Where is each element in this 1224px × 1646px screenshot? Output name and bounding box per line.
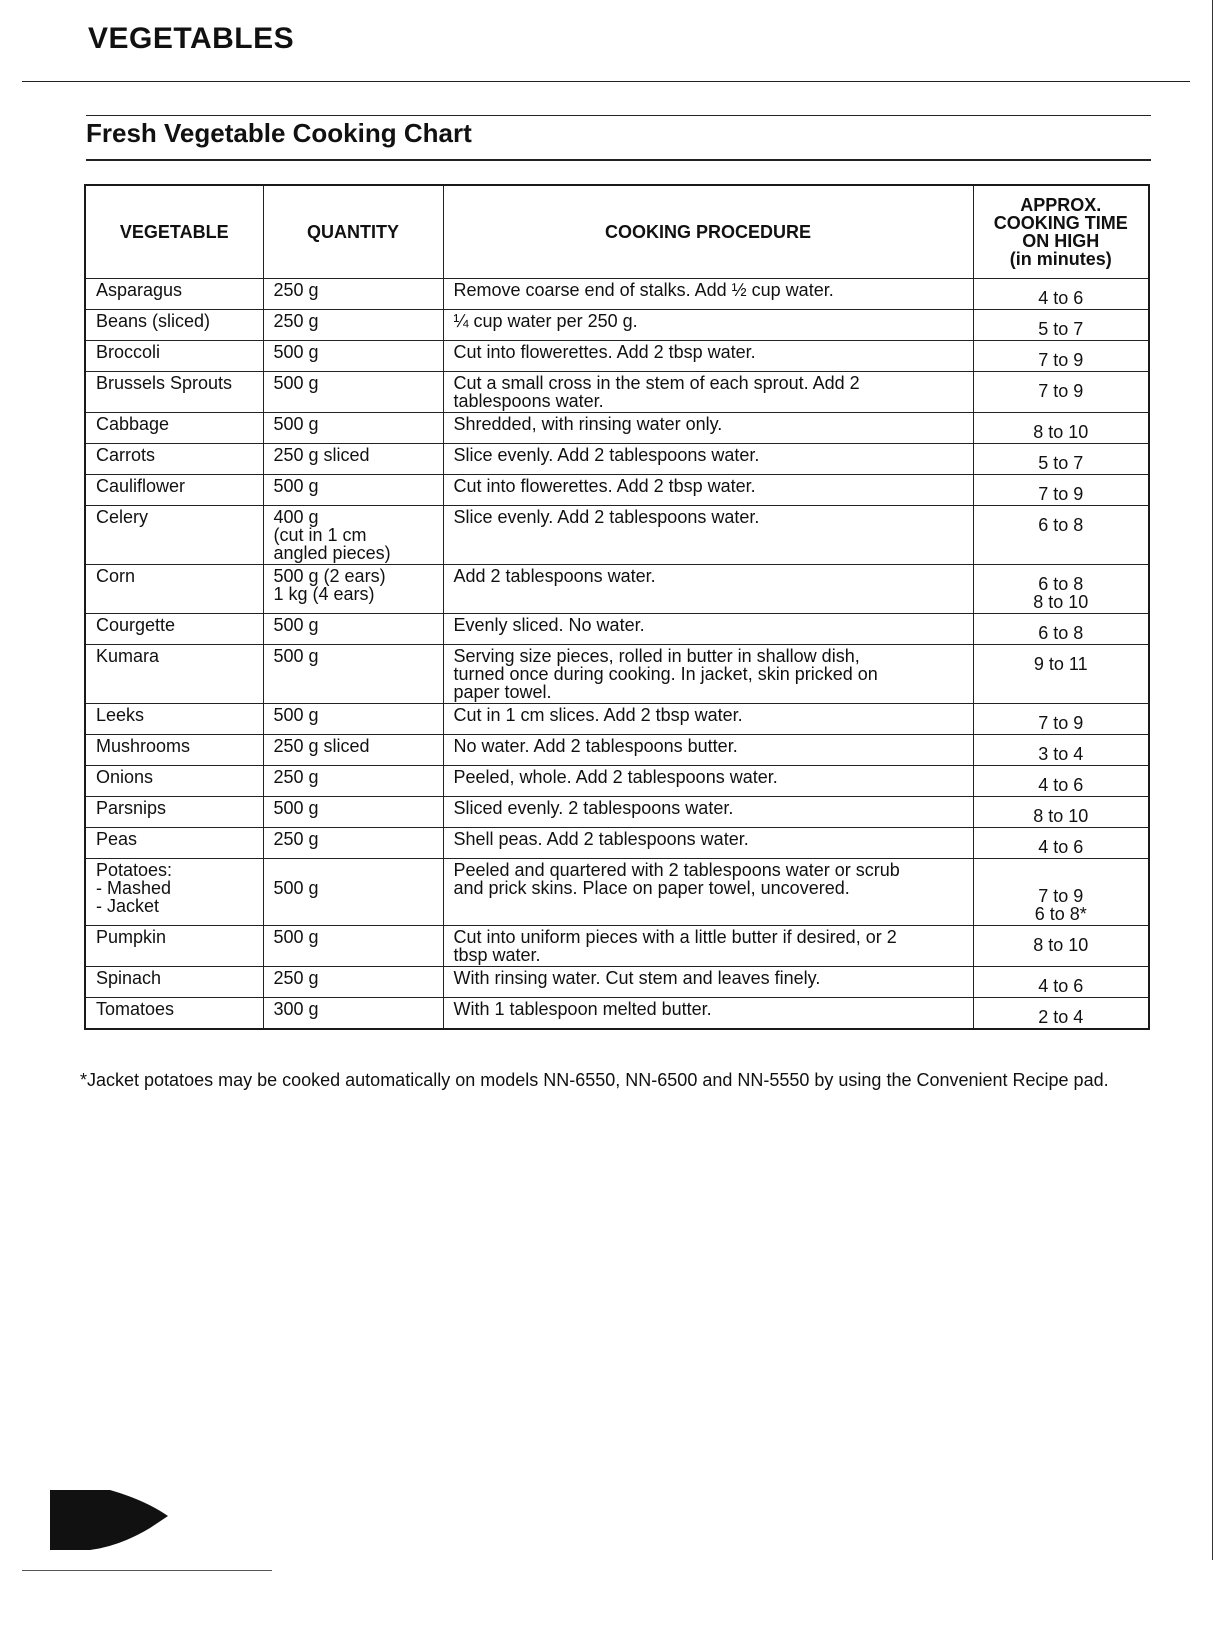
page-tab-arrow-icon xyxy=(50,1488,170,1552)
cell-vegetable: Corn xyxy=(85,565,263,614)
table-row xyxy=(85,310,1149,341)
table-row xyxy=(85,372,1149,413)
cell-quantity: 500 g xyxy=(263,413,443,444)
chart-title: Fresh Vegetable Cooking Chart xyxy=(86,118,472,148)
section-title: VEGETABLES xyxy=(88,22,295,55)
cooking-chart-table xyxy=(84,184,1150,1030)
cell-procedure: Slice evenly. Add 2 tablespoons water. xyxy=(443,506,973,565)
cell-cooking-time: 6 to 8 xyxy=(973,506,1149,565)
chart-title-rule-top xyxy=(86,115,1151,116)
table-row xyxy=(85,735,1149,766)
cell-procedure: Peeled and quartered with 2 tablespoons water or scrub and prick skins. Place on paper towel, uncovered. xyxy=(443,859,973,926)
cell-cooking-time: 6 to 8 8 to 10 xyxy=(973,565,1149,614)
cell-vegetable: Parsnips xyxy=(85,797,263,828)
cell-quantity: 250 g sliced xyxy=(263,735,443,766)
table-row xyxy=(85,704,1149,735)
chart-title-rule-bottom xyxy=(86,159,1151,161)
cell-quantity: 500 g xyxy=(263,704,443,735)
cell-cooking-time: 7 to 9 6 to 8* xyxy=(973,859,1149,926)
table-row xyxy=(85,967,1149,998)
table-row xyxy=(85,645,1149,704)
cell-procedure: No water. Add 2 tablespoons butter. xyxy=(443,735,973,766)
cell-vegetable: Tomatoes xyxy=(85,998,263,1030)
cell-cooking-time: 7 to 9 xyxy=(973,372,1149,413)
cell-quantity: 500 g xyxy=(263,859,443,926)
cell-vegetable: Potatoes: - Mashed - Jacket xyxy=(85,859,263,926)
cell-procedure: With 1 tablespoon melted butter. xyxy=(443,998,973,1030)
cell-procedure: Serving size pieces, rolled in butter in shallow dish, turned once during cooking. In jacket, skin pricked on paper towel. xyxy=(443,645,973,704)
table-row xyxy=(85,926,1149,967)
cell-vegetable: Spinach xyxy=(85,967,263,998)
top-rule xyxy=(22,81,1190,82)
cell-vegetable: Peas xyxy=(85,828,263,859)
cell-vegetable: Carrots xyxy=(85,444,263,475)
cell-cooking-time: 7 to 9 xyxy=(973,704,1149,735)
cell-cooking-time: 4 to 6 xyxy=(973,828,1149,859)
cell-quantity: 250 g xyxy=(263,310,443,341)
table-row xyxy=(85,444,1149,475)
cell-cooking-time: 9 to 11 xyxy=(973,645,1149,704)
cell-quantity: 500 g xyxy=(263,614,443,645)
table-row xyxy=(85,797,1149,828)
table-row xyxy=(85,859,1149,926)
cell-vegetable: Leeks xyxy=(85,704,263,735)
cell-vegetable: Brussels Sprouts xyxy=(85,372,263,413)
table-row xyxy=(85,475,1149,506)
cell-quantity: 250 g xyxy=(263,766,443,797)
cell-vegetable: Mushrooms xyxy=(85,735,263,766)
cell-procedure: Evenly sliced. No water. xyxy=(443,614,973,645)
cell-procedure: Cut into uniform pieces with a little butter if desired, or 2 tbsp water. xyxy=(443,926,973,967)
cell-procedure: ¼ cup water per 250 g. xyxy=(443,310,973,341)
cell-procedure: Add 2 tablespoons water. xyxy=(443,565,973,614)
cell-procedure: Shredded, with rinsing water only. xyxy=(443,413,973,444)
cell-vegetable: Courgette xyxy=(85,614,263,645)
cell-vegetable: Beans (sliced) xyxy=(85,310,263,341)
header-cooking-time: APPROX. COOKING TIME ON HIGH (in minutes) xyxy=(973,185,1149,279)
cell-quantity: 300 g xyxy=(263,998,443,1030)
cell-quantity: 500 g (2 ears) 1 kg (4 ears) xyxy=(263,565,443,614)
cell-quantity: 500 g xyxy=(263,645,443,704)
table-row xyxy=(85,998,1149,1030)
table-row xyxy=(85,614,1149,645)
cell-quantity: 250 g xyxy=(263,967,443,998)
table-row xyxy=(85,413,1149,444)
cell-quantity: 250 g sliced xyxy=(263,444,443,475)
cell-quantity: 500 g xyxy=(263,341,443,372)
table-row xyxy=(85,766,1149,797)
cell-procedure: Remove coarse end of stalks. Add ½ cup water. xyxy=(443,279,973,310)
cell-vegetable: Cabbage xyxy=(85,413,263,444)
cell-cooking-time: 4 to 6 xyxy=(973,279,1149,310)
cell-cooking-time: 5 to 7 xyxy=(973,444,1149,475)
cell-procedure: Cut into flowerettes. Add 2 tbsp water. xyxy=(443,341,973,372)
cell-procedure: With rinsing water. Cut stem and leaves finely. xyxy=(443,967,973,998)
cell-quantity: 250 g xyxy=(263,279,443,310)
bottom-rule xyxy=(22,1570,272,1571)
cell-cooking-time: 4 to 6 xyxy=(973,967,1149,998)
cell-vegetable: Onions xyxy=(85,766,263,797)
cooking-chart xyxy=(84,184,1148,1030)
header-quantity: QUANTITY xyxy=(263,185,443,279)
cell-vegetable: Cauliflower xyxy=(85,475,263,506)
cell-cooking-time: 7 to 9 xyxy=(973,475,1149,506)
cell-vegetable: Celery xyxy=(85,506,263,565)
cell-cooking-time: 8 to 10 xyxy=(973,413,1149,444)
cell-quantity: 500 g xyxy=(263,926,443,967)
cell-cooking-time: 7 to 9 xyxy=(973,341,1149,372)
cell-procedure: Cut a small cross in the stem of each sprout. Add 2 tablespoons water. xyxy=(443,372,973,413)
cell-procedure: Shell peas. Add 2 tablespoons water. xyxy=(443,828,973,859)
cell-cooking-time: 3 to 4 xyxy=(973,735,1149,766)
header-vegetable: VEGETABLE xyxy=(85,185,263,279)
cell-procedure: Sliced evenly. 2 tablespoons water. xyxy=(443,797,973,828)
cell-quantity: 250 g xyxy=(263,828,443,859)
cell-vegetable: Broccoli xyxy=(85,341,263,372)
table-row xyxy=(85,828,1149,859)
cell-procedure: Cut in 1 cm slices. Add 2 tbsp water. xyxy=(443,704,973,735)
cell-cooking-time: 2 to 4 xyxy=(973,998,1149,1030)
cell-quantity: 500 g xyxy=(263,372,443,413)
cell-procedure: Cut into flowerettes. Add 2 tbsp water. xyxy=(443,475,973,506)
cell-procedure: Slice evenly. Add 2 tablespoons water. xyxy=(443,444,973,475)
cell-cooking-time: 4 to 6 xyxy=(973,766,1149,797)
cell-cooking-time: 6 to 8 xyxy=(973,614,1149,645)
cell-vegetable: Asparagus xyxy=(85,279,263,310)
table-header-row xyxy=(85,185,1149,279)
table-row xyxy=(85,279,1149,310)
table-row xyxy=(85,565,1149,614)
cell-vegetable: Kumara xyxy=(85,645,263,704)
header-procedure: COOKING PROCEDURE xyxy=(443,185,973,279)
cell-procedure: Peeled, whole. Add 2 tablespoons water. xyxy=(443,766,973,797)
cell-cooking-time: 8 to 10 xyxy=(973,797,1149,828)
footnote: *Jacket potatoes may be cooked automatically on models NN-6550, NN-6500 and NN-5550 by using the Convenient Recipe pad. xyxy=(80,1070,1109,1090)
table-row xyxy=(85,506,1149,565)
cell-quantity: 400 g (cut in 1 cm angled pieces) xyxy=(263,506,443,565)
cell-cooking-time: 5 to 7 xyxy=(973,310,1149,341)
table-row xyxy=(85,341,1149,372)
cell-quantity: 500 g xyxy=(263,475,443,506)
cell-vegetable: Pumpkin xyxy=(85,926,263,967)
page-edge-line xyxy=(1212,0,1213,1560)
cell-cooking-time: 8 to 10 xyxy=(973,926,1149,967)
cell-quantity: 500 g xyxy=(263,797,443,828)
